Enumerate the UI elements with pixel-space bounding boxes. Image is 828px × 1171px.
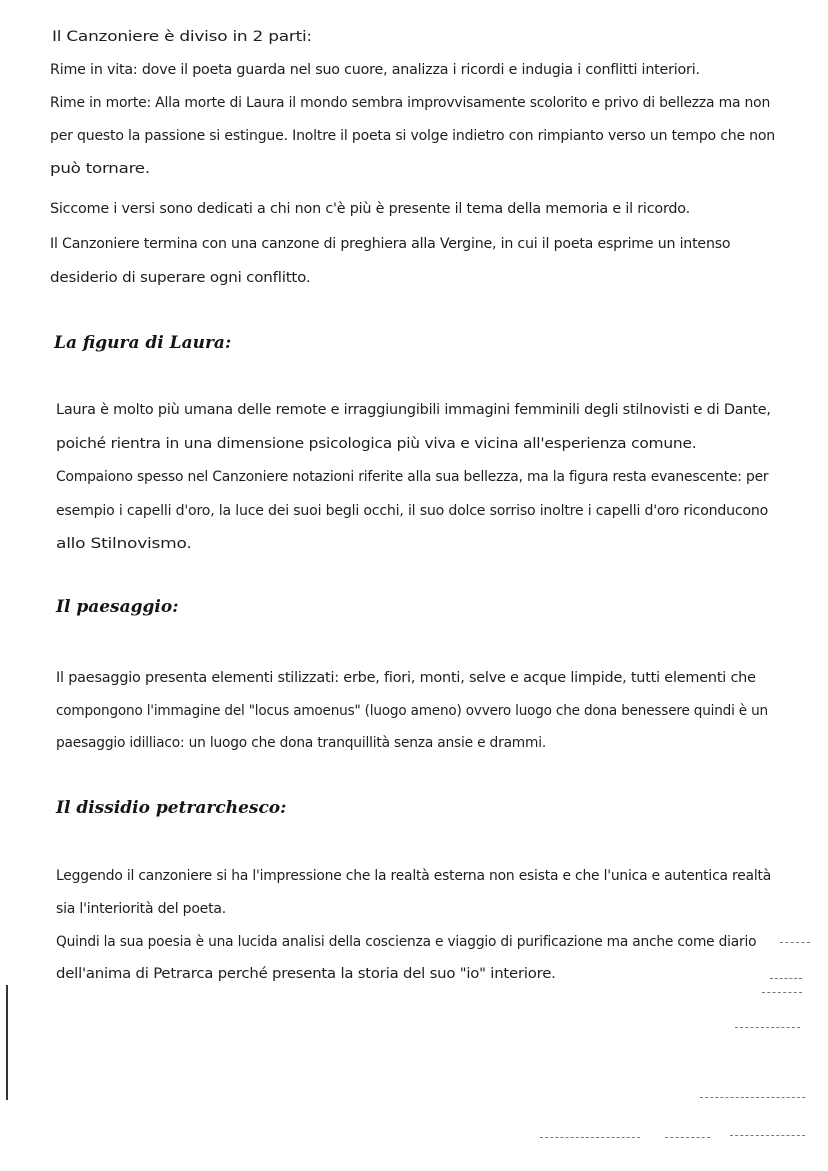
text-line: può tornare. (50, 161, 150, 177)
text-line: Il Canzoniere è diviso in 2 parti: (52, 29, 312, 45)
scan-artifact (700, 1097, 805, 1098)
scan-artifact (770, 978, 802, 979)
scan-artifact (780, 942, 810, 943)
text-line: per questo la passione si estingue. Inoltre il poeta si volge indietro con rimpianto verso un tempo che non (50, 128, 776, 144)
text-line: Compaiono spesso nel Canzoniere notazioni riferite alla sua bellezza, ma la figura resta evanescente: per (56, 469, 769, 485)
text-line: Laura è molto più umana delle remote e irraggiungibili immagini femminili degli stilnovisti e di Dante, (56, 402, 771, 418)
text-line: Il paesaggio presenta elementi stilizzati: erbe, fiori, monti, selve e acque limpide, tutti elementi che (56, 670, 756, 686)
text-line: Rime in morte: Alla morte di Laura il mondo sembra improvvisamente scolorito e privo di bellezza ma non (50, 95, 771, 111)
scan-artifact (735, 1027, 800, 1028)
text-line: dell'anima di Petrarca perché presenta la storia del suo "io" interiore. (56, 966, 556, 982)
section-heading: Il paesaggio: (56, 597, 179, 617)
scan-margin-line (6, 985, 8, 1100)
text-line: sia l'interiorità del poeta. (56, 901, 227, 917)
scan-artifact (665, 1137, 710, 1138)
section-heading: La figura di Laura: (54, 333, 232, 353)
text-line: paesaggio idilliaco: un luogo che dona tranquillità senza ansie e drammi. (56, 735, 547, 751)
text-line: compongono l'immagine del "locus amoenus" (luogo ameno) ovvero luogo che dona benessere quindi è un (56, 703, 768, 719)
scan-artifact (762, 992, 802, 993)
text-line: poiché rientra in una dimensione psicologica più viva e vicina all'esperienza comune. (56, 436, 697, 452)
text-line: desiderio di superare ogni conflitto. (50, 270, 311, 286)
scan-artifact (540, 1137, 640, 1138)
text-line: Rime in vita: dove il poeta guarda nel suo cuore, analizza i ricordi e indugia i conflitti interiori. (50, 62, 700, 78)
text-line: Quindi la sua poesia è una lucida analisi della coscienza e viaggio di purificazione ma anche come diario (56, 934, 757, 950)
text-line: allo Stilnovismo. (56, 536, 192, 552)
text-line: Il Canzoniere termina con una canzone di preghiera alla Vergine, in cui il poeta esprime un intenso (50, 236, 731, 252)
text-line: esempio i capelli d'oro, la luce dei suoi begli occhi, il suo dolce sorriso inoltre i capelli d'oro riconducono (56, 503, 769, 519)
text-line: Siccome i versi sono dedicati a chi non c'è più è presente il tema della memoria e il ricordo. (50, 201, 690, 217)
text-line: Leggendo il canzoniere si ha l'impressione che la realtà esterna non esista e che l'unica e autentica realtà (56, 868, 772, 884)
scan-artifact (730, 1135, 805, 1136)
section-heading: Il dissidio petrarchesco: (56, 798, 287, 818)
